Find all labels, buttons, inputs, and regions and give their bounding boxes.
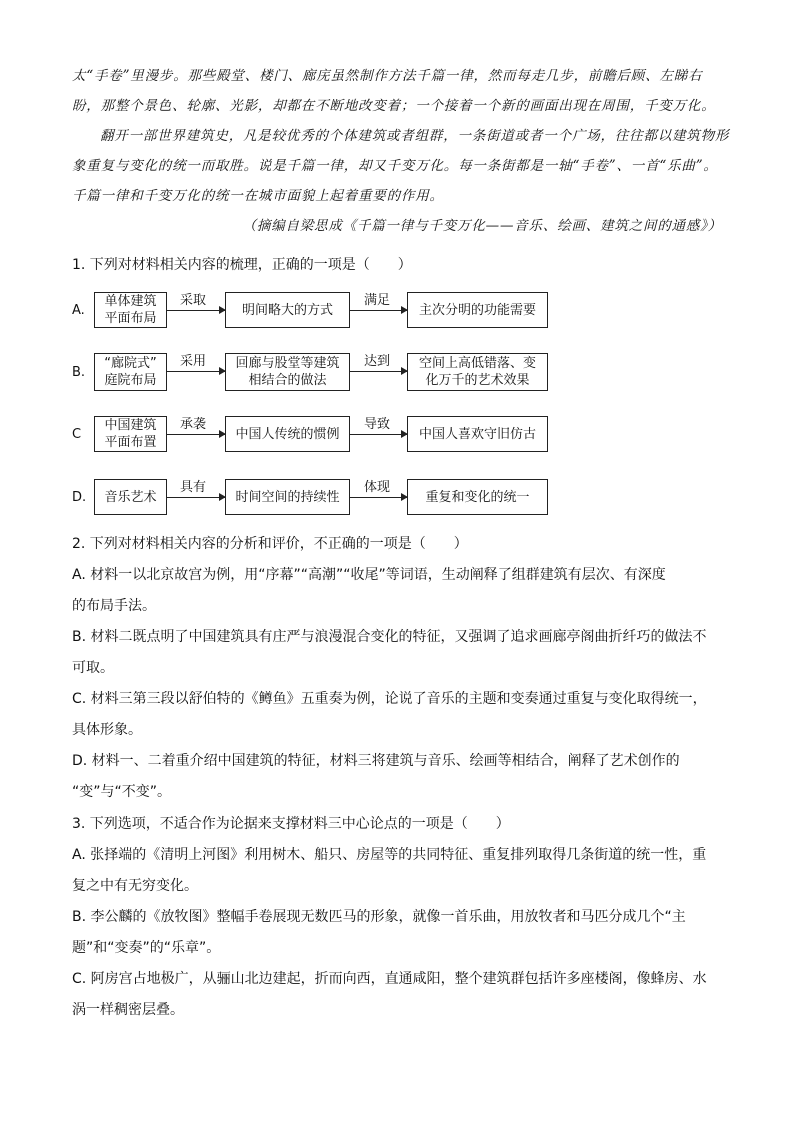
- option-text: A. 张择端的《清明上河图》利用树木、船只、房屋等的共同特征、重复排列取得几条街道的统一性，重: [72, 847, 707, 863]
- option-label: C: [72, 427, 82, 442]
- arrow: [350, 497, 407, 498]
- question-3-stem: 3. 下列选项，不适合作为论据来支撑材料三中心论点的一项是（ ）: [72, 816, 510, 832]
- option-text: “变”与“不变”。: [72, 784, 172, 800]
- arrow-label: 承袭: [180, 417, 207, 432]
- question-2-stem: 2. 下列对材料相关内容的分析和评价，不正确的一项是（ ）: [72, 536, 468, 552]
- passage-line: 太“手卷”里漫步。那些殿堂、楼门、廊庑虽然制作方法千篇一律，然而每走几步，前瞻后顾、左睇右: [72, 68, 703, 84]
- flow-box: 主次分明的功能需要: [407, 292, 548, 328]
- option-label: A.: [72, 303, 85, 318]
- arrow: [350, 371, 407, 372]
- flow-box: 明间略大的方式: [225, 292, 350, 328]
- passage-line: 千篇一律和千变万化的统一在城市面貌上起着重要的作用。: [72, 188, 444, 204]
- arrow: [350, 310, 407, 311]
- passage-line: 翻开一部世界建筑史，凡是较优秀的个体建筑或者组群，一条街道或者一个广场，往往都以建筑物形: [100, 128, 730, 144]
- flow-box: 空间上高低错落、变 化万千的艺术效果: [407, 353, 548, 391]
- arrow: [167, 371, 225, 372]
- option-d-flow: [72, 479, 562, 519]
- option-text: 涡一样稠密层叠。: [72, 1002, 184, 1018]
- arrow-label: 采用: [180, 354, 207, 369]
- arrow-label: 导致: [364, 417, 391, 432]
- option-text: A. 材料一以北京故宫为例，用“序幕”“高潮”“收尾”等词语，生动阐释了组群建筑有层次、有深度: [72, 567, 666, 583]
- option-text: 题”和“变奏”的“乐章”。: [72, 940, 221, 956]
- option-text: 复之中有无穷变化。: [72, 878, 198, 894]
- question-2: [72, 529, 722, 808]
- arrow-label: 具有: [180, 480, 207, 495]
- option-text: 的布局手法。: [72, 598, 156, 614]
- arrow-label: 体现: [364, 480, 391, 495]
- option-c-flow: [72, 416, 562, 456]
- passage-line: 盼，那整个景色、轮廓、光影，却都在不断地改变着；一个接着一个新的画面出现在周围，千变万化。: [72, 98, 716, 114]
- option-text: C. 材料三第三段以舒伯特的《鳟鱼》五重奏为例，论说了音乐的主题和变奏通过重复与变化取得统一，: [72, 691, 707, 707]
- flow-box: 时间空间的持续性: [225, 479, 350, 515]
- flow-box: 中国人传统的惯例: [225, 416, 350, 452]
- flow-box: “廊院式” 庭院布局: [94, 353, 167, 391]
- flow-box: 重复和变化的统一: [407, 479, 548, 515]
- passage: [72, 61, 730, 241]
- question-3: [72, 809, 722, 1026]
- option-text: D. 材料一、二着重介绍中国建筑的特征，材料三将建筑与音乐、绘画等相结合，阐释了艺术创作的: [72, 753, 680, 769]
- option-a-flow: [72, 292, 562, 332]
- option-label: D.: [72, 490, 87, 505]
- option-text: C. 阿房宫占地极广，从骊山北边建起，折而向西，直通咸阳，整个建筑群包括许多座楼阁，像蜂房、水: [72, 971, 707, 987]
- option-text: 具体形象。: [72, 722, 142, 738]
- flow-box: 音乐艺术: [94, 479, 167, 515]
- option-label: B.: [72, 365, 86, 380]
- option-text: B. 材料二既点明了中国建筑具有庄严与浪漫混合变化的特征，又强调了追求画廊亭阁曲折纤巧的做法不: [72, 629, 707, 645]
- option-text: 可取。: [72, 660, 114, 676]
- option-text: B. 李公麟的《放牧图》整幅手卷展现无数匹马的形象，就像一首乐曲，用放牧者和马匹分成几个“主: [72, 909, 686, 925]
- arrow: [167, 497, 225, 498]
- flow-box: 中国人喜欢守旧仿古: [407, 416, 548, 452]
- arrow: [350, 434, 407, 435]
- passage-line: 象重复与变化的统一而取胜。说是千篇一律，却又千变万化。每一条街都是一轴“手卷”、一首“乐曲”。: [72, 158, 718, 174]
- flow-box: 单体建筑 平面布局: [94, 292, 167, 328]
- arrow-label: 采取: [180, 293, 207, 308]
- arrow: [167, 434, 225, 435]
- passage-source: （摘编自梁思成《千篇一律与千变万化——音乐、绘画、建筑之间的通感》）: [242, 218, 722, 234]
- arrow: [167, 310, 225, 311]
- arrow-label: 满足: [364, 293, 391, 308]
- flow-box: 中国建筑 平面布置: [94, 416, 167, 452]
- option-b-flow: [72, 353, 562, 393]
- arrow-label: 达到: [364, 354, 391, 369]
- question-1-stem: 1. 下列对材料相关内容的梳理，正确的一项是（ ）: [72, 257, 412, 273]
- flow-box: 回廊与股堂等建筑 相结合的做法: [225, 353, 350, 391]
